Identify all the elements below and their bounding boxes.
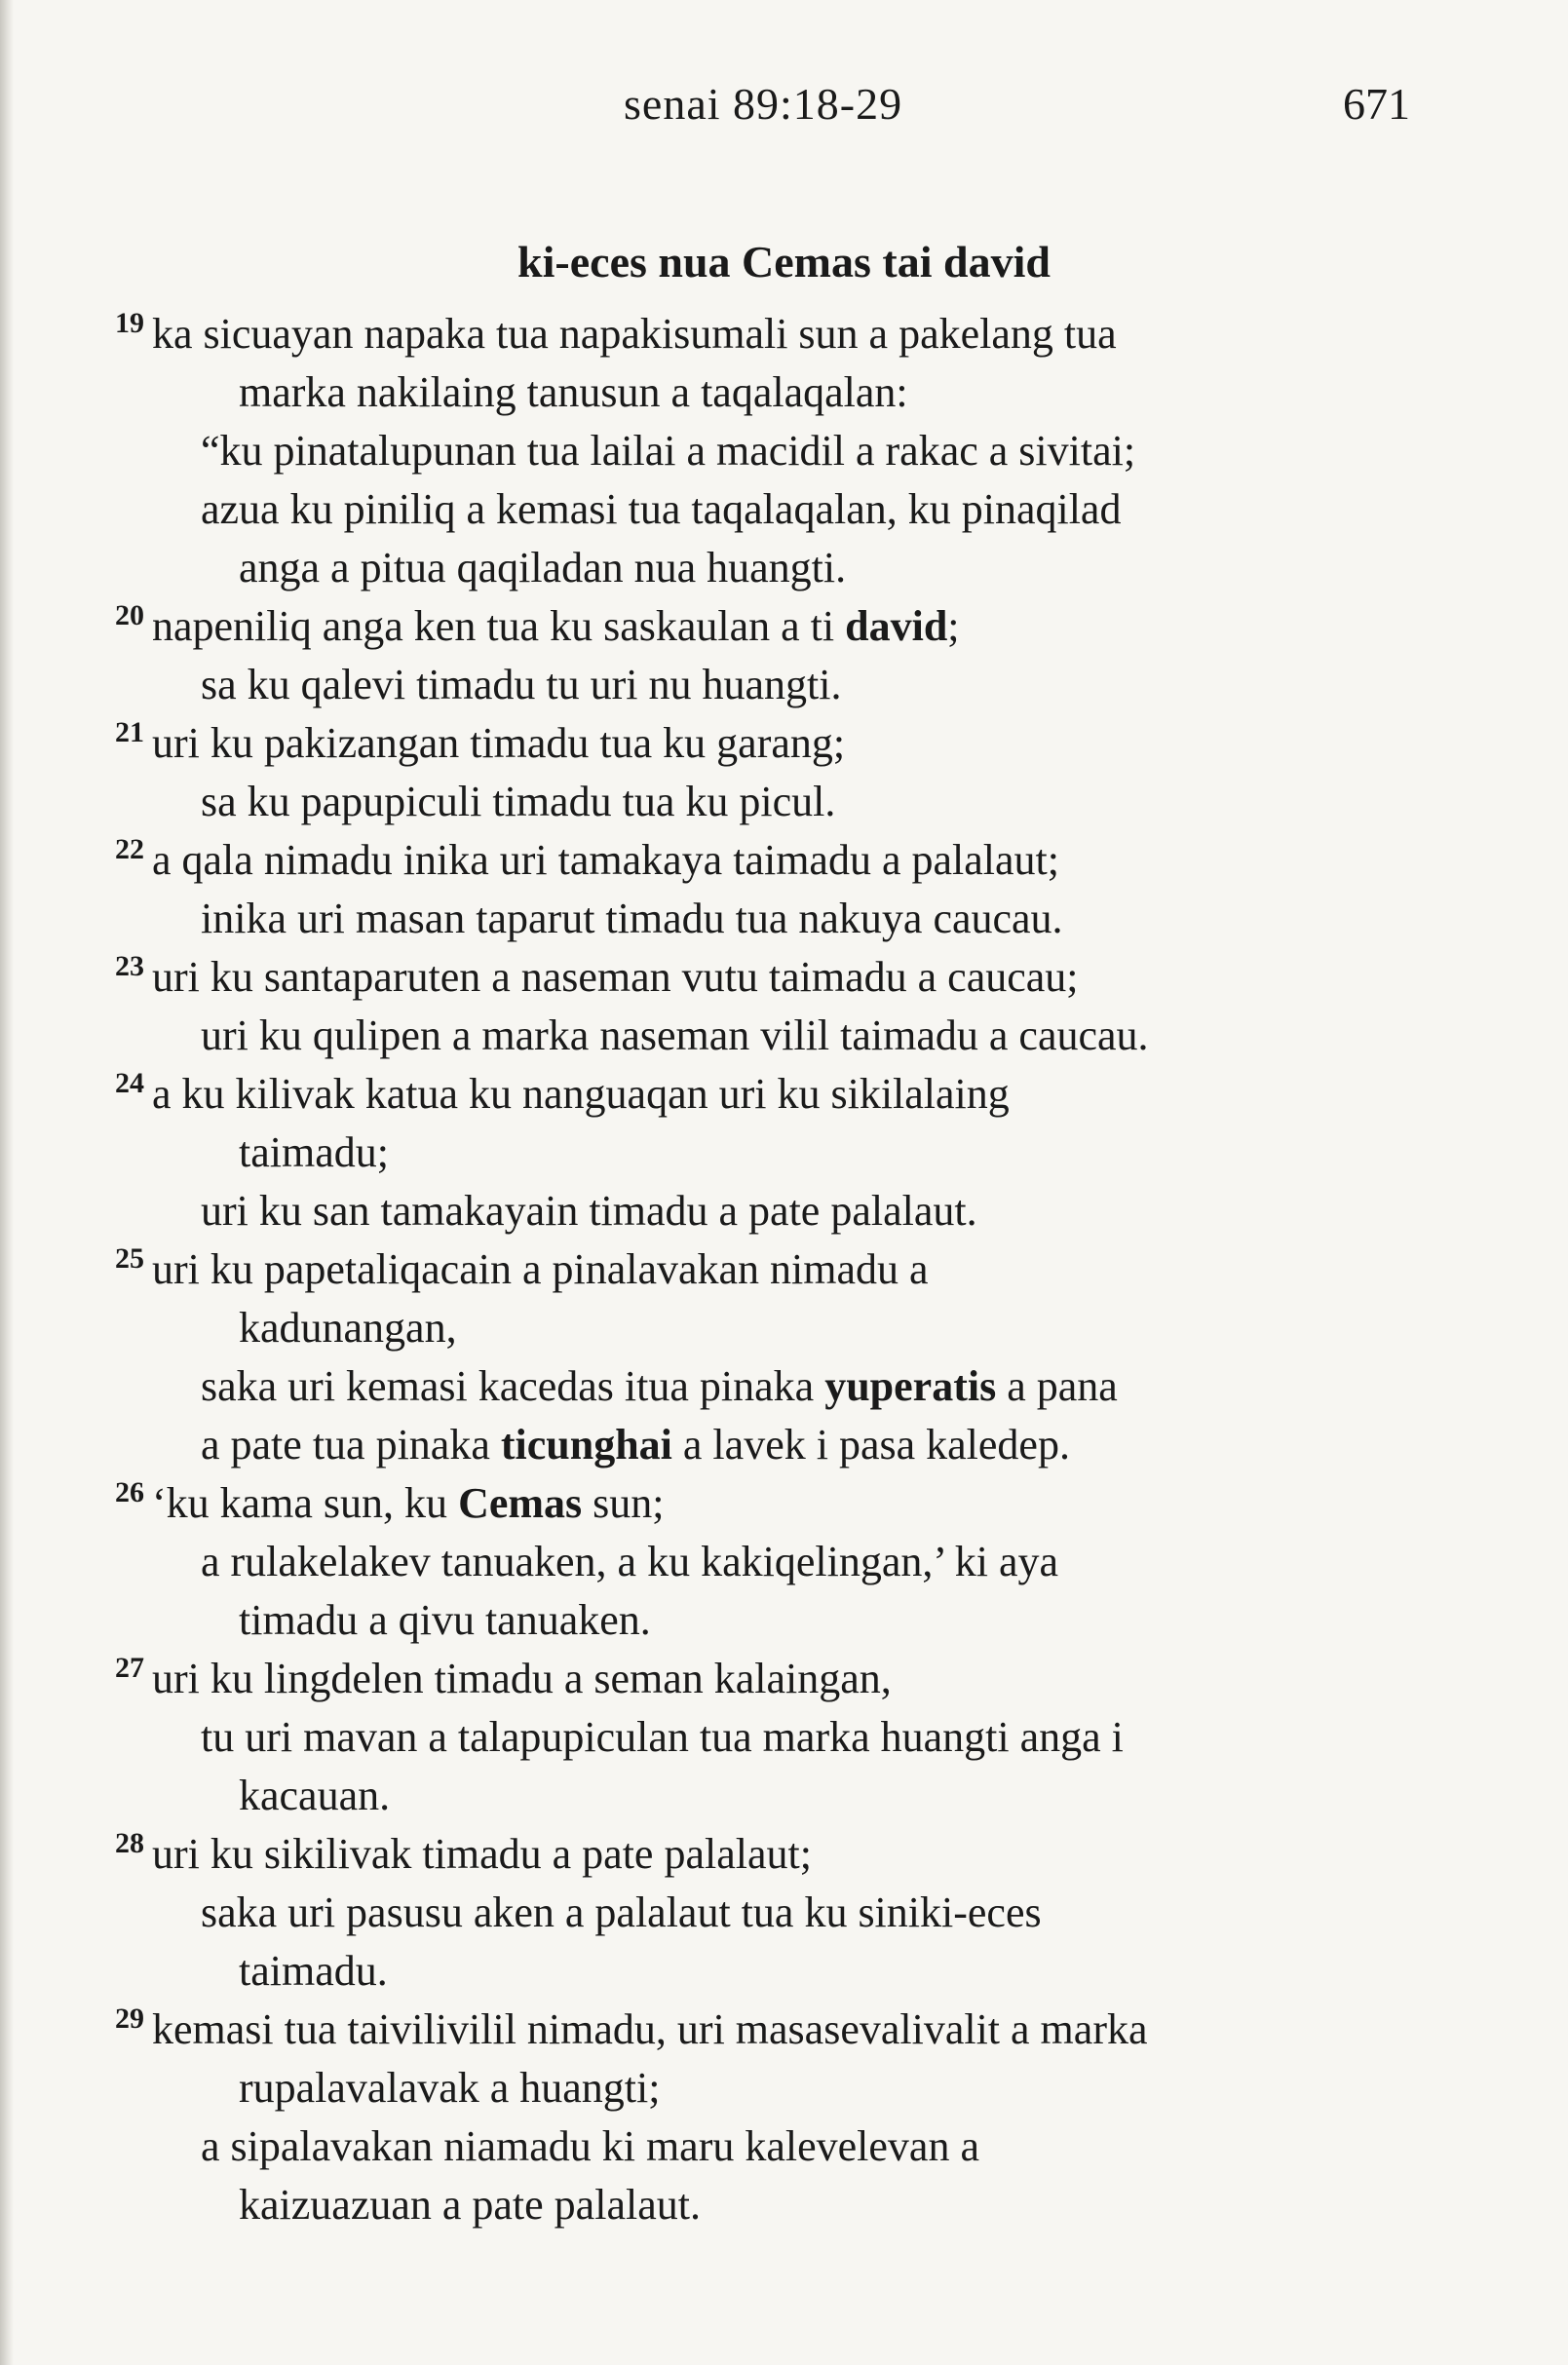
verse-text-segment: a pana	[996, 1362, 1118, 1410]
verse-text-segment: uri ku pakizangan timadu tua ku garang;	[152, 719, 846, 767]
verse-number: 26	[115, 1476, 144, 1508]
verse-text	[152, 309, 1117, 359]
verse-line	[0, 1708, 1568, 1767]
verse-text	[201, 777, 835, 826]
verse-line-27	[0, 1650, 1568, 1708]
verse-line	[0, 1416, 1568, 1474]
verse-line-23	[0, 948, 1568, 1007]
verse-line	[0, 363, 1568, 422]
verse-text	[152, 1244, 929, 1294]
verse-line	[0, 422, 1568, 480]
verse-text-segment: taimadu.	[239, 1947, 388, 1995]
verse-text	[201, 1361, 1118, 1411]
verse-text-segment: uri ku sikilivak timadu a pate palalaut;	[152, 1830, 812, 1878]
verse-text-segment: a lavek i pasa kaledep.	[671, 1421, 1070, 1469]
verse-line-21	[0, 714, 1568, 773]
verse-text-segment: kaizuazuan a pate palalaut.	[239, 2181, 701, 2229]
verse-text-segment: a pate tua pinaka	[201, 1421, 501, 1469]
verse-line-20	[0, 597, 1568, 656]
verse-text	[239, 1303, 457, 1353]
verse-line	[0, 1884, 1568, 1942]
book-reference: senai 89:18-29	[624, 79, 903, 129]
verse-text	[152, 718, 845, 768]
verse-text-segment: sa ku papupiculi timadu tua ku picul.	[201, 778, 836, 825]
proper-name: yuperatis	[824, 1362, 997, 1410]
verse-line-22	[0, 831, 1568, 890]
verse-line	[0, 890, 1568, 948]
verse-line	[0, 1124, 1568, 1182]
verse-text	[152, 1654, 892, 1703]
verse-text-segment: uri ku san tamakayain timadu a pate palalaut.	[201, 1187, 977, 1235]
verse-line	[0, 480, 1568, 539]
verse-text	[152, 601, 960, 651]
verse-line	[0, 1007, 1568, 1065]
verse-number: 22	[115, 833, 144, 865]
verse-text	[152, 1829, 812, 1879]
section-title: ki-eces nua Cemas tai david	[517, 237, 1051, 286]
verse-text-segment: kadunangan,	[239, 1304, 457, 1352]
verse-number: 29	[115, 2003, 144, 2035]
verse-line-19	[0, 305, 1568, 363]
verse-line	[0, 2176, 1568, 2234]
verse-text-segment: timadu a qivu tanuaken.	[239, 1596, 651, 1644]
verse-number: 28	[115, 1827, 144, 1859]
verse-line-24	[0, 1065, 1568, 1124]
verse-line	[0, 1767, 1568, 1825]
verse-line	[0, 1182, 1568, 1240]
verse-text-segment: kemasi tua taivilivilil nimadu, uri masasevalivalit a marka	[152, 2005, 1148, 2053]
verse-line	[0, 773, 1568, 831]
verse-text-segment: a qala nimadu inika uri tamakaya taimadu a palalaut;	[152, 836, 1059, 884]
verse-number: 21	[115, 716, 144, 748]
verse-text	[201, 1186, 977, 1236]
verse-text-segment: kacauan.	[239, 1772, 391, 1819]
proper-name: ticunghai	[500, 1421, 672, 1469]
verse-text-segment: rupalavalavak a huangti;	[239, 2064, 661, 2112]
verse-number: 19	[115, 307, 144, 339]
verse-text	[239, 1771, 390, 1820]
verse-line	[0, 1357, 1568, 1416]
verse-number: 20	[115, 599, 144, 631]
verse-text	[239, 1946, 388, 1996]
verse-text-segment: a ku kilivak katua ku nanguaqan uri ku sikilalaing	[152, 1070, 1010, 1118]
verse-text-segment: ka sicuayan napaka tua napakisumali sun a pakelang tua	[152, 310, 1117, 358]
verse-text-segment: “ku pinatalupunan tua lailai a macidil a rakac a sivitai;	[201, 427, 1136, 475]
verse-line	[0, 1591, 1568, 1650]
verse-text-segment: inika uri masan taparut timadu tua nakuya caucau.	[201, 895, 1063, 942]
verse-text-segment: sun;	[582, 1479, 665, 1527]
verse-text-segment: marka nakilaing tanusun a taqalaqalan:	[239, 368, 908, 416]
verse-text-segment: taimadu;	[239, 1128, 389, 1176]
verse-text	[239, 1127, 389, 1177]
verse-text-segment: uri ku qulipen a marka naseman vilil taimadu a caucau.	[201, 1011, 1149, 1059]
verse-line	[0, 1942, 1568, 2001]
verse-text	[201, 660, 841, 709]
verse-number: 24	[115, 1067, 144, 1099]
verse-line-26	[0, 1474, 1568, 1533]
verse-text	[239, 2180, 701, 2230]
verse-text-segment: saka uri kemasi kacedas itua pinaka	[201, 1362, 825, 1410]
verse-text-segment: uri ku santaparuten a naseman vutu taimadu a caucau;	[152, 953, 1079, 1001]
verse-line	[0, 1533, 1568, 1591]
verse-line	[0, 656, 1568, 714]
page-number: 671	[1343, 79, 1410, 129]
verse-text-segment: saka uri pasusu aken a palalaut tua ku siniki-eces	[201, 1888, 1042, 1936]
verse-text-segment: azua ku piniliq a kemasi tua taqalaqalan, ku pinaqilad	[201, 485, 1122, 533]
verse-text	[239, 2063, 660, 2113]
verse-line	[0, 2117, 1568, 2176]
scripture-text	[0, 305, 1568, 2234]
verse-text	[239, 367, 908, 417]
verse-text	[201, 2121, 979, 2171]
verse-text	[239, 1595, 651, 1645]
verse-line	[0, 2059, 1568, 2117]
verse-text-segment: tu uri mavan a talapupiculan tua marka huangti anga i	[201, 1713, 1124, 1761]
verse-text	[201, 1888, 1042, 1937]
verse-line	[0, 1299, 1568, 1357]
verse-text-segment: ;	[947, 602, 960, 650]
verse-text	[152, 2004, 1148, 2054]
proper-name: david	[845, 602, 948, 650]
running-header	[0, 78, 1568, 136]
verse-text	[201, 426, 1135, 476]
verse-text-segment: a sipalavakan niamadu ki maru kalevelevan a	[201, 2122, 979, 2170]
verse-text-segment: anga a pitua qaqiladan nua huangti.	[239, 544, 847, 591]
verse-line-29	[0, 2001, 1568, 2059]
verse-text	[152, 952, 1079, 1002]
verse-text	[201, 484, 1121, 534]
verse-text-segment: napeniliq anga ken tua ku saskaulan a ti	[152, 602, 846, 650]
verse-line-25	[0, 1240, 1568, 1299]
proper-name: Cemas	[458, 1479, 583, 1527]
verse-text-segment: uri ku papetaliqacain a pinalavakan nimadu a	[152, 1245, 929, 1293]
verse-text	[201, 1537, 1058, 1586]
verse-text	[152, 1069, 1010, 1119]
verse-line-28	[0, 1825, 1568, 1884]
verse-text	[152, 835, 1059, 885]
verse-text	[201, 894, 1063, 943]
verse-number: 23	[115, 950, 144, 982]
verse-text	[239, 543, 846, 592]
verse-number: 25	[115, 1242, 144, 1275]
verse-text	[152, 1478, 665, 1528]
verse-text-segment: a rulakelakev tanuaken, a ku kakiqelingan,’ ki aya	[201, 1538, 1059, 1585]
verse-number: 27	[115, 1652, 144, 1684]
verse-text-segment: sa ku qalevi timadu tu uri nu huangti.	[201, 661, 842, 708]
verse-text	[201, 1712, 1124, 1762]
verse-text-segment: uri ku lingdelen timadu a seman kalaingan,	[152, 1655, 892, 1702]
verse-text-segment: ‘ku kama sun, ku	[152, 1479, 459, 1527]
verse-text	[201, 1420, 1070, 1469]
verse-line	[0, 539, 1568, 597]
verse-text	[201, 1011, 1149, 1060]
